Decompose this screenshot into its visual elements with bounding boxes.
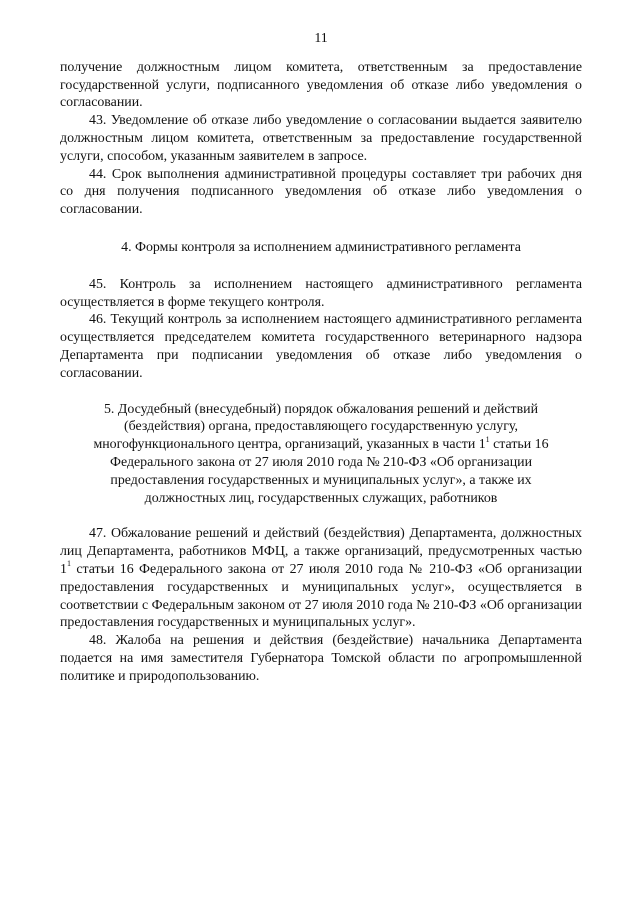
superscript: 1 [66, 559, 71, 569]
paragraph-continuation: получение должностным лицом комитета, ответственным за предоставление государственной услуги, подписанного уведомления об отказе либо уведомления о согласовании. [60, 59, 582, 111]
page-number: 11 [314, 31, 328, 46]
section-5-heading-line [60, 436, 582, 454]
superscript: 1 [485, 434, 490, 444]
paragraph-45: 45. Контроль за исполнением настоящего административного регламента осуществляется в форме текущего контроля. [60, 276, 582, 310]
paragraph-43: 43. Уведомление об отказе либо уведомление о согласовании выдается заявителю должностным лицом комитета, ответственным за предоставление государственной услуги, способом, указанным заявителем в запросе. [60, 113, 582, 164]
paragraph-46: 46. Текущий контроль за исполнением настоящего административного регламента осуществляется председателем комитета государственного ветеринарного надзора Департамента при подписании уведомления об отказе либо уведомления о согласовании. [60, 312, 582, 381]
section-5-heading-line: должностных лиц, государственных служащих, работников [144, 490, 498, 506]
paragraph-text: статьи 16 Федерального закона от 27 июля 2010 года № 210-ФЗ «Об организации предоставления государственных и муниципальных услуг», осуществляется в соответствии с Федеральным законом от 27 июля 2010 года № 210-ФЗ «Об организации предоставления государственных и муниципальных услуг». [60, 561, 582, 631]
heading-text: многофункционального центра, организаций, указанных в части 1 [93, 437, 486, 453]
paragraph-text: 47. Обжалование решений и действий (бездействия) Департамента, должностных лиц Департамента, работников МФЦ, а также организаций, предусмотренных частью 1 [60, 526, 582, 577]
document-page [60, 30, 582, 686]
paragraph-48: 48. Жалоба на решения и действия (бездействие) начальника Департамента подается на имя заместителя Губернатора Томской области по агропромышленной политике и природопользованию. [60, 633, 582, 684]
section-5-heading-line: (бездействия) органа, предоставляющего государственную услугу, [124, 419, 518, 435]
section-5-heading-line: 5. Досудебный (внесудебный) порядок обжалования решений и действий [103, 401, 539, 417]
section-5-heading [60, 401, 582, 508]
section-5-heading-line: Федерального закона от 27 июля 2010 года № 210-ФЗ «Об организации [109, 454, 532, 470]
section-5-heading-line: предоставления государственных и муниципальных услуг», а также их [110, 472, 532, 488]
paragraph-47 [60, 525, 582, 632]
paragraph-44: 44. Срок выполнения административной процедуры составляет три рабочих дня со дня получения подписанного уведомления об отказе либо уведомления о согласовании. [60, 166, 582, 218]
heading-text: статьи 16 [489, 437, 549, 453]
section-4-heading: 4. Формы контроля за исполнением административного регламента [121, 239, 521, 255]
